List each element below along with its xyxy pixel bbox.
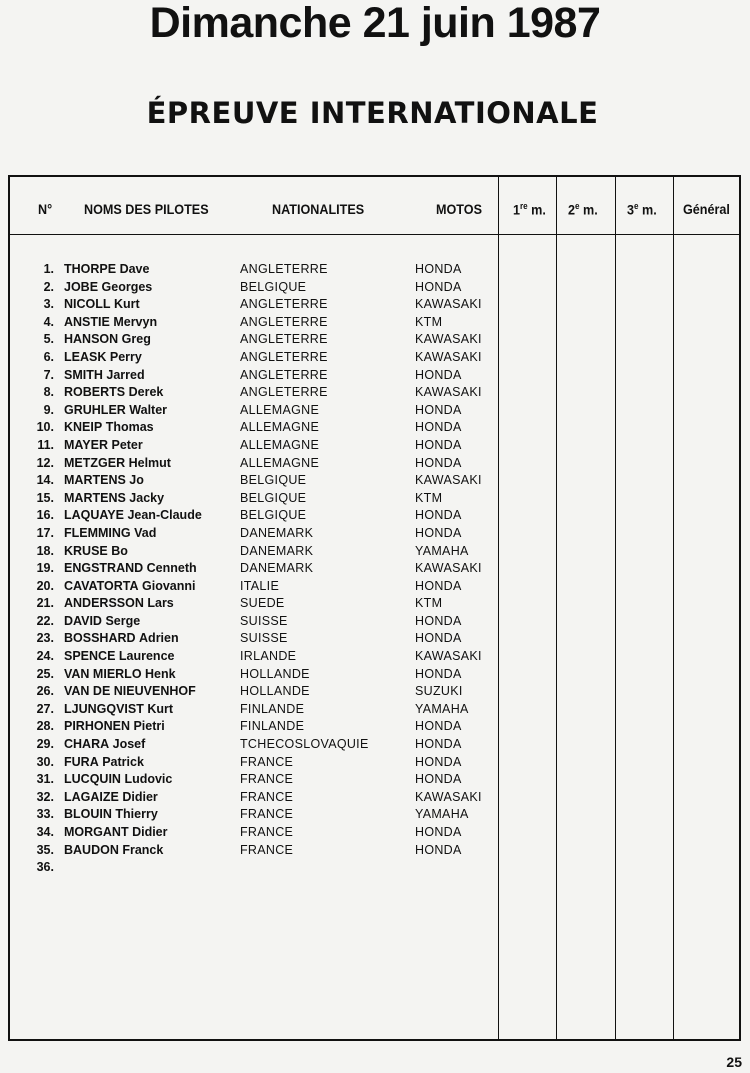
rider-name — [64, 842, 163, 860]
rider-nationality: TCHECOSLOVAQUIE — [240, 737, 369, 752]
rider-motorcycle: HONDA — [415, 420, 462, 435]
table-row — [10, 455, 500, 473]
rider-number: 29. — [36, 737, 54, 752]
rider-name — [64, 314, 157, 332]
rider-nationality: ALLEMAGNE — [240, 455, 320, 470]
rider-nationality: DANEMARK — [240, 525, 314, 540]
rider-motorcycle: KAWASAKI — [415, 297, 482, 312]
table-row — [10, 384, 500, 402]
table-row — [10, 349, 500, 367]
rider-nationality: SUISSE — [240, 613, 288, 628]
table-row — [10, 279, 500, 297]
rider-first-name: Serge — [105, 613, 141, 628]
rider-number: 10. — [36, 420, 54, 435]
table-row — [10, 296, 500, 314]
rider-last-name: FLEMMING — [64, 525, 131, 540]
rider-number: 17. — [36, 525, 54, 540]
rider-motorcycle: YAMAHA — [415, 701, 469, 716]
header-race-2: 2e m. — [568, 201, 598, 218]
rider-name — [64, 367, 145, 385]
rider-first-name: Franck — [122, 842, 164, 857]
rider-last-name: SMITH — [64, 367, 103, 382]
rider-last-name: LUCQUIN — [64, 772, 121, 787]
table-row — [10, 314, 500, 332]
rider-number: 31. — [36, 772, 54, 787]
rider-nationality: HOLLANDE — [240, 666, 310, 681]
rider-last-name: JOBE — [64, 279, 99, 294]
rider-last-name: LAQUAYE — [64, 508, 124, 523]
rider-last-name: KNEIP — [64, 420, 103, 435]
rider-first-name: Bo — [111, 543, 128, 558]
header-motos: MOTOS — [436, 201, 482, 217]
table-row — [10, 824, 500, 842]
rider-number: 7. — [43, 367, 54, 382]
rider-first-name: Helmut — [128, 455, 171, 470]
rider-motorcycle: KAWASAKI — [415, 649, 482, 664]
rider-motorcycle: KAWASAKI — [415, 332, 482, 347]
rider-name — [64, 437, 143, 455]
rider-nationality: BELGIQUE — [240, 490, 307, 505]
table-row — [10, 525, 500, 543]
rider-nationality: FRANCE — [240, 807, 294, 822]
rider-last-name: LJUNGQVIST — [64, 701, 144, 716]
rider-number: 6. — [43, 349, 54, 364]
rider-nationality: ANGLETERRE — [240, 332, 328, 347]
rider-nationality: IRLANDE — [240, 649, 297, 664]
rider-last-name: CAVATORTA — [64, 578, 139, 593]
rider-nationality: FINLANDE — [240, 701, 305, 716]
rider-nationality: FRANCE — [240, 789, 294, 804]
rider-number: 27. — [36, 701, 54, 716]
rider-first-name: Mervyn — [113, 314, 158, 329]
rider-nationality: ALLEMAGNE — [240, 420, 320, 435]
rider-motorcycle: YAMAHA — [415, 543, 469, 558]
rider-number: 25. — [36, 666, 54, 681]
table-row — [10, 507, 500, 525]
table-row — [10, 806, 500, 824]
rider-last-name: MORGANT — [64, 825, 129, 839]
rider-motorcycle: KAWASAKI — [415, 385, 482, 400]
rider-name — [64, 560, 197, 578]
rider-number: 15. — [36, 490, 54, 505]
rider-nationality: SUISSE — [240, 631, 288, 646]
rider-name — [64, 578, 196, 596]
header-race-3: 3e m. — [627, 201, 657, 218]
rider-name — [64, 683, 196, 701]
rider-name — [64, 261, 149, 279]
rider-last-name: CHARA — [64, 737, 110, 752]
rider-last-name: ROBERTS — [64, 385, 126, 400]
rider-last-name: BOSSHARD — [64, 631, 136, 646]
rider-nationality: FRANCE — [240, 842, 294, 857]
entry-list-table — [8, 175, 741, 1041]
rider-number: 35. — [36, 842, 54, 857]
rider-name — [64, 419, 154, 437]
rider-motorcycle: KTM — [415, 490, 443, 505]
table-row — [10, 630, 500, 648]
header-nationalities: NATIONALITES — [272, 201, 365, 217]
rider-last-name: VAN MIERLO — [64, 666, 142, 681]
table-row — [10, 331, 500, 349]
rider-nationality: BELGIQUE — [240, 473, 307, 488]
header-divider — [10, 234, 739, 235]
rider-nationality: FRANCE — [240, 772, 294, 787]
rider-first-name: Jacky — [129, 490, 165, 505]
rider-last-name: KRUSE — [64, 543, 108, 558]
rider-number: 22. — [36, 613, 54, 628]
rider-motorcycle: HONDA — [415, 262, 462, 276]
table-row — [10, 859, 500, 877]
rider-name — [64, 296, 140, 314]
rider-nationality: ANGLETERRE — [240, 262, 328, 276]
rider-number: 12. — [36, 455, 54, 470]
rider-number: 18. — [36, 543, 54, 558]
rider-nationality: ITALIE — [240, 578, 280, 593]
rider-number: 21. — [36, 596, 54, 611]
rider-nationality: BELGIQUE — [240, 279, 307, 294]
rider-number: 1. — [43, 262, 54, 276]
rider-first-name: Laurence — [118, 649, 175, 664]
rider-nationality: FINLANDE — [240, 719, 305, 734]
rider-motorcycle: KTM — [415, 314, 443, 329]
rider-first-name: Derek — [128, 385, 164, 400]
rider-motorcycle: KAWASAKI — [415, 349, 482, 364]
table-row — [10, 367, 500, 385]
rider-motorcycle: SUZUKI — [415, 684, 463, 699]
rider-motorcycle: HONDA — [415, 719, 462, 734]
rider-nationality: DANEMARK — [240, 543, 314, 558]
rider-name — [64, 824, 168, 842]
table-row — [10, 648, 500, 666]
table-row — [10, 595, 500, 613]
rider-first-name: Giovanni — [142, 578, 196, 593]
rider-number: 36. — [36, 860, 54, 875]
rider-last-name: METZGER — [64, 455, 126, 470]
rider-number: 11. — [37, 437, 54, 452]
rider-first-name: Peter — [111, 437, 143, 452]
rider-number: 34. — [36, 825, 54, 839]
rider-first-name: Dave — [119, 262, 150, 276]
rider-motorcycle: KTM — [415, 596, 443, 611]
table-row — [10, 613, 500, 631]
rider-first-name: Adrien — [139, 631, 179, 646]
header-race-1: 1re m. — [513, 201, 546, 218]
rider-nationality: ANGLETERRE — [240, 385, 328, 400]
rider-name — [64, 507, 202, 525]
rider-name — [64, 490, 164, 508]
rider-motorcycle: KAWASAKI — [415, 561, 482, 576]
rider-last-name: FURA — [64, 754, 99, 769]
rider-motorcycle: HONDA — [415, 666, 462, 681]
table-row — [10, 402, 500, 420]
rider-motorcycle: HONDA — [415, 455, 462, 470]
rider-last-name: NICOLL — [64, 297, 111, 312]
rider-list — [10, 261, 500, 877]
rider-motorcycle: YAMAHA — [415, 807, 469, 822]
rider-first-name: Jo — [129, 473, 144, 488]
rider-last-name: VAN DE NIEUVENHOF — [64, 684, 196, 699]
rider-nationality: SUEDE — [240, 596, 285, 611]
header-general: Général — [683, 201, 730, 217]
table-row — [10, 560, 500, 578]
rider-name — [64, 279, 152, 297]
rider-motorcycle: HONDA — [415, 578, 462, 593]
table-row — [10, 736, 500, 754]
rider-first-name: Patrick — [102, 754, 144, 769]
rider-number: 8. — [43, 385, 54, 400]
rider-first-name: Didier — [132, 825, 168, 839]
rider-name — [64, 525, 156, 543]
rider-name — [64, 472, 144, 490]
rider-last-name: MAYER — [64, 437, 108, 452]
page-title-date: Dimanche 21 juin 1987 — [149, 0, 601, 47]
rider-number: 28. — [36, 719, 54, 734]
table-row — [10, 419, 500, 437]
rider-number: 20. — [36, 578, 54, 593]
rider-first-name: Kurt — [147, 701, 174, 716]
rider-name — [64, 806, 158, 824]
rider-motorcycle: KAWASAKI — [415, 789, 482, 804]
rider-number: 19. — [36, 561, 54, 576]
rider-name — [64, 331, 151, 349]
rider-last-name: THORPE — [64, 262, 117, 276]
rider-name — [64, 630, 179, 648]
rider-first-name: Greg — [121, 332, 151, 347]
rider-last-name: ENGSTRAND — [64, 561, 144, 576]
column-divider — [673, 177, 674, 1039]
rider-last-name: DAVID — [64, 613, 102, 628]
rider-motorcycle: HONDA — [415, 754, 462, 769]
rider-nationality: ANGLETERRE — [240, 349, 328, 364]
rider-first-name: Pietri — [133, 719, 165, 734]
rider-first-name: Georges — [101, 279, 153, 294]
rider-first-name: Lars — [147, 596, 174, 611]
rider-first-name: Thomas — [105, 420, 154, 435]
rider-last-name: ANSTIE — [64, 314, 110, 329]
rider-name — [64, 666, 176, 684]
table-row — [10, 472, 500, 490]
rider-name — [64, 736, 145, 754]
table-row — [10, 437, 500, 455]
rider-motorcycle: HONDA — [415, 825, 462, 839]
table-row — [10, 754, 500, 772]
rider-number: 16. — [36, 508, 54, 523]
table-row — [10, 490, 500, 508]
rider-nationality: ALLEMAGNE — [240, 437, 320, 452]
column-divider — [556, 177, 557, 1039]
table-row — [10, 666, 500, 684]
rider-nationality: ANGLETERRE — [240, 367, 328, 382]
rider-nationality: FRANCE — [240, 825, 294, 839]
rider-last-name: GRUHLER — [64, 402, 126, 417]
rider-last-name: HANSON — [64, 332, 119, 347]
rider-name — [64, 613, 140, 631]
rider-last-name: ANDERSSON — [64, 596, 144, 611]
rider-nationality: ANGLETERRE — [240, 314, 328, 329]
rider-name — [64, 771, 172, 789]
rider-number: 24. — [36, 649, 54, 664]
rider-name — [64, 455, 171, 473]
rider-motorcycle: HONDA — [415, 525, 462, 540]
rider-name — [64, 543, 128, 561]
rider-nationality: HOLLANDE — [240, 684, 310, 699]
rider-name — [64, 701, 173, 719]
rider-last-name: PIRHONEN — [64, 719, 130, 734]
rider-number: 33. — [36, 807, 54, 822]
column-divider — [615, 177, 616, 1039]
event-title: ÉPREUVE INTERNATIONALE — [146, 96, 599, 130]
rider-last-name: SPENCE — [64, 649, 116, 664]
rider-number: 14. — [36, 473, 54, 488]
rider-first-name: Henk — [145, 666, 176, 681]
rider-number: 3. — [43, 297, 54, 312]
rider-motorcycle: HONDA — [415, 402, 462, 417]
rider-name — [64, 789, 158, 807]
rider-name — [64, 384, 163, 402]
rider-number: 5. — [43, 332, 54, 347]
table-row — [10, 718, 500, 736]
rider-nationality: DANEMARK — [240, 561, 314, 576]
table-row — [10, 789, 500, 807]
rider-number: 4. — [43, 314, 54, 329]
rider-number: 26. — [36, 684, 54, 699]
table-row — [10, 543, 500, 561]
rider-first-name: Didier — [122, 789, 158, 804]
rider-name — [64, 349, 142, 367]
rider-nationality: FRANCE — [240, 754, 294, 769]
rider-motorcycle: HONDA — [415, 367, 462, 382]
rider-first-name: Ludovic — [124, 772, 173, 787]
table-row — [10, 683, 500, 701]
rider-number: 30. — [36, 754, 54, 769]
rider-first-name: Jean-Claude — [127, 508, 202, 523]
rider-name — [64, 718, 165, 736]
rider-last-name: MARTENS — [64, 490, 126, 505]
rider-number: 23. — [36, 631, 54, 646]
rider-name — [64, 595, 174, 613]
rider-nationality: BELGIQUE — [240, 508, 307, 523]
rider-last-name: LEASK — [64, 349, 107, 364]
rider-motorcycle: HONDA — [415, 631, 462, 646]
rider-name — [64, 402, 167, 420]
rider-motorcycle: HONDA — [415, 437, 462, 452]
rider-first-name: Josef — [112, 737, 146, 752]
rider-first-name: Walter — [129, 402, 168, 417]
table-row — [10, 701, 500, 719]
rider-number: 2. — [43, 279, 54, 294]
rider-last-name: MARTENS — [64, 473, 126, 488]
header-num: N° — [38, 201, 53, 217]
rider-motorcycle: HONDA — [415, 508, 462, 523]
rider-first-name: Kurt — [114, 297, 140, 312]
table-row — [10, 771, 500, 789]
rider-motorcycle: HONDA — [415, 613, 462, 628]
rider-number: 32. — [36, 789, 54, 804]
rider-name — [64, 648, 174, 666]
rider-nationality: ALLEMAGNE — [240, 402, 320, 417]
header-names: NOMS DES PILOTES — [84, 201, 209, 217]
rider-motorcycle: KAWASAKI — [415, 473, 482, 488]
rider-motorcycle: HONDA — [415, 772, 462, 787]
table-row — [10, 261, 500, 279]
rider-first-name: Jarred — [106, 367, 145, 382]
rider-last-name: BAUDON — [64, 842, 119, 857]
rider-first-name: Cenneth — [146, 561, 197, 576]
rider-last-name: BLOUIN — [64, 807, 112, 822]
rider-motorcycle: HONDA — [415, 737, 462, 752]
table-row — [10, 842, 500, 860]
rider-first-name: Perry — [109, 349, 142, 364]
rider-motorcycle: HONDA — [415, 279, 462, 294]
rider-motorcycle: HONDA — [415, 842, 462, 857]
rider-number: 9. — [43, 402, 54, 417]
rider-last-name: LAGAIZE — [64, 789, 119, 804]
rider-first-name: Vad — [134, 525, 157, 540]
page-number: 25 — [726, 1054, 742, 1070]
rider-name — [64, 754, 144, 772]
rider-first-name: Thierry — [115, 807, 158, 822]
table-row — [10, 578, 500, 596]
rider-nationality: ANGLETERRE — [240, 297, 328, 312]
